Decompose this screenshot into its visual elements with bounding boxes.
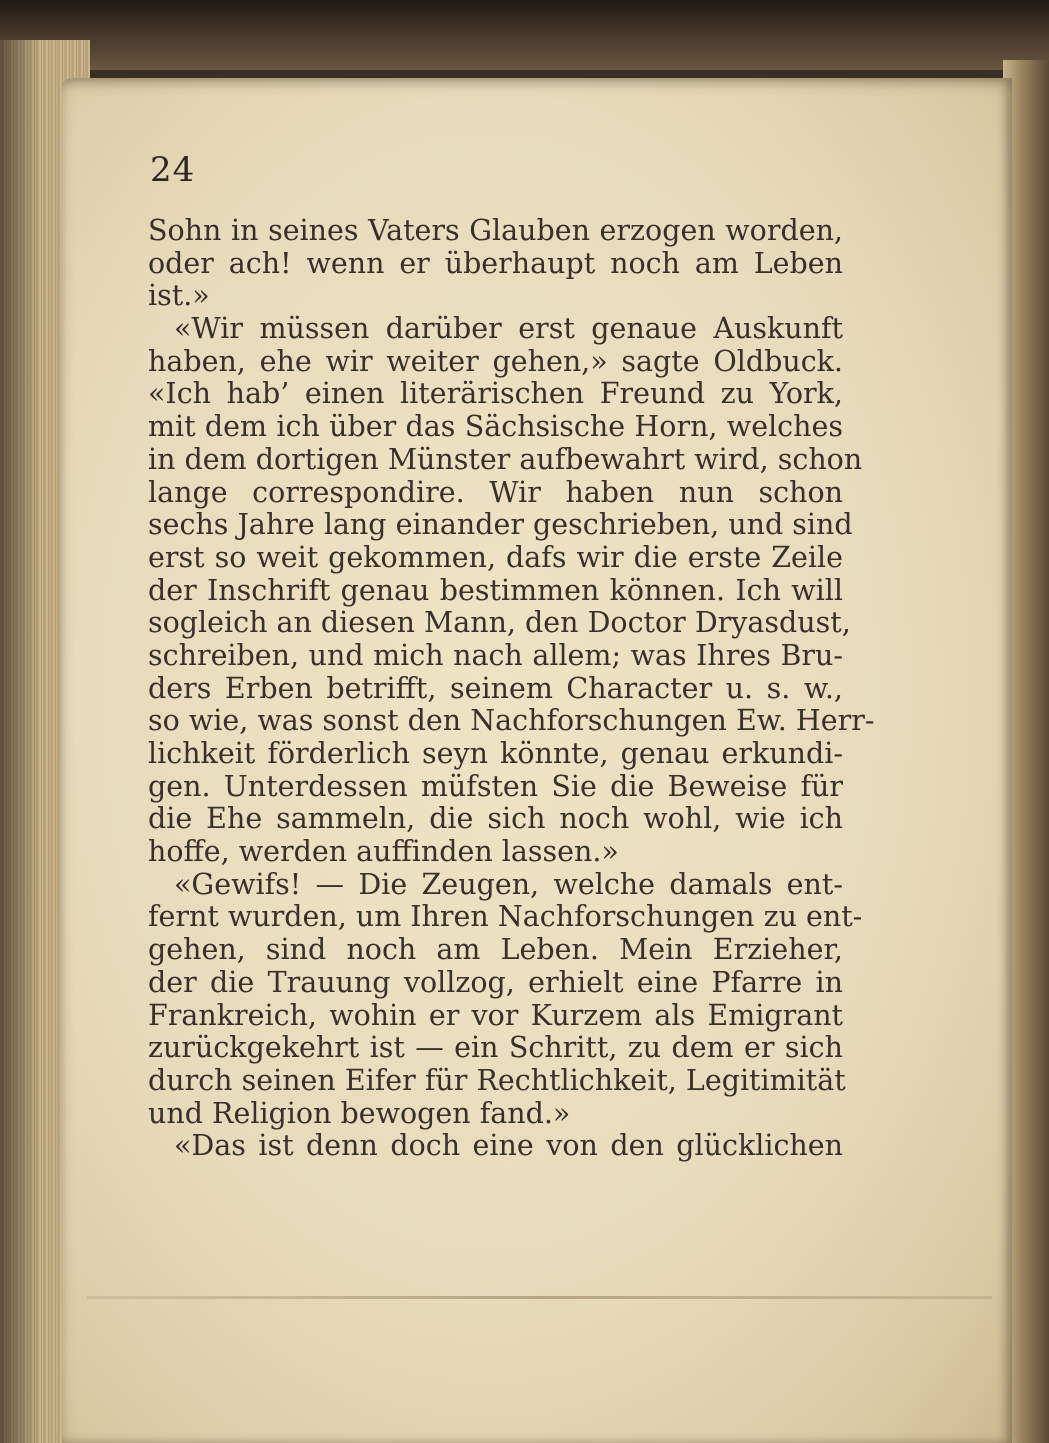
text-line: Frankreich, wohin er vor Kurzem als Emigrant bbox=[148, 998, 843, 1032]
page-number: 24 bbox=[150, 150, 196, 190]
text-line: «Gewifs! — Die Zeugen, welche damals ent- bbox=[174, 867, 843, 901]
text-line: «Wir müssen darüber erst genaue Auskunft bbox=[174, 312, 843, 346]
text-line: ders Erben betrifft, seinem Character u. s. w., bbox=[148, 671, 843, 705]
text-line: erst so weit gekommen, dafs wir die erste Zeile bbox=[148, 540, 843, 574]
text-line: die Ehe sammeln, die sich noch wohl, wie ich bbox=[148, 802, 843, 836]
text-line: «Ich hab’ einen literärischen Freund zu York, bbox=[148, 377, 843, 411]
text-line: sechs Jahre lang einander geschrieben, und sind bbox=[148, 508, 853, 542]
text-line: in dem dortigen Münster aufbewahrt wird, schon bbox=[148, 442, 863, 476]
text-line: gehen, sind noch am Leben. Mein Erzieher, bbox=[148, 933, 843, 967]
text-line: lange correspondire. Wir haben nun schon bbox=[148, 475, 843, 509]
text-line: haben, ehe wir weiter gehen,» sagte Oldbuck. bbox=[148, 344, 843, 378]
book-cover-edge bbox=[0, 0, 1049, 70]
page-bottom-crease bbox=[87, 1296, 992, 1299]
text-line: «Das ist denn doch eine von den glücklichen bbox=[174, 1129, 843, 1163]
text-line: lichkeit förderlich seyn könnte, genau erkundi- bbox=[148, 737, 843, 770]
text-line: der Inschrift genau bestimmen können. Ich will bbox=[148, 573, 843, 607]
text-line: Sohn in seines Vaters Glauben erzogen worden, bbox=[148, 214, 843, 247]
text-line: zurückgekehrt ist — ein Schritt, zu dem er sich bbox=[148, 1031, 843, 1065]
text-line: durch seinen Eifer für Rechtlichkeit, Legitimität bbox=[148, 1063, 846, 1097]
text-line: hoffe, werden auffinden lassen.» bbox=[148, 835, 619, 869]
text-line: der die Trauung vollzog, erhielt eine Pfarre in bbox=[148, 965, 843, 999]
text-line: schreiben, und mich nach allem; was Ihres Bru- bbox=[148, 638, 843, 672]
text-line: oder ach! wenn er überhaupt noch am Leben bbox=[148, 246, 843, 280]
text-line: und Religion bewogen fand.» bbox=[148, 1096, 571, 1130]
text-line: sogleich an diesen Mann, den Doctor Dryasdust, bbox=[148, 606, 851, 640]
text-line: gen. Unterdessen müfsten Sie die Beweise für bbox=[148, 769, 843, 803]
text-line: fernt wurden, um Ihren Nachforschungen zu ent- bbox=[148, 900, 863, 934]
page-text-block bbox=[148, 214, 875, 1163]
text-line: mit dem ich über das Sächsische Horn, welches bbox=[148, 410, 843, 444]
text-line: ist.» bbox=[148, 279, 210, 313]
page-stack-shadow bbox=[0, 40, 40, 1443]
text-line: so wie, was sonst den Nachforschungen Ew. Herr- bbox=[148, 704, 875, 738]
